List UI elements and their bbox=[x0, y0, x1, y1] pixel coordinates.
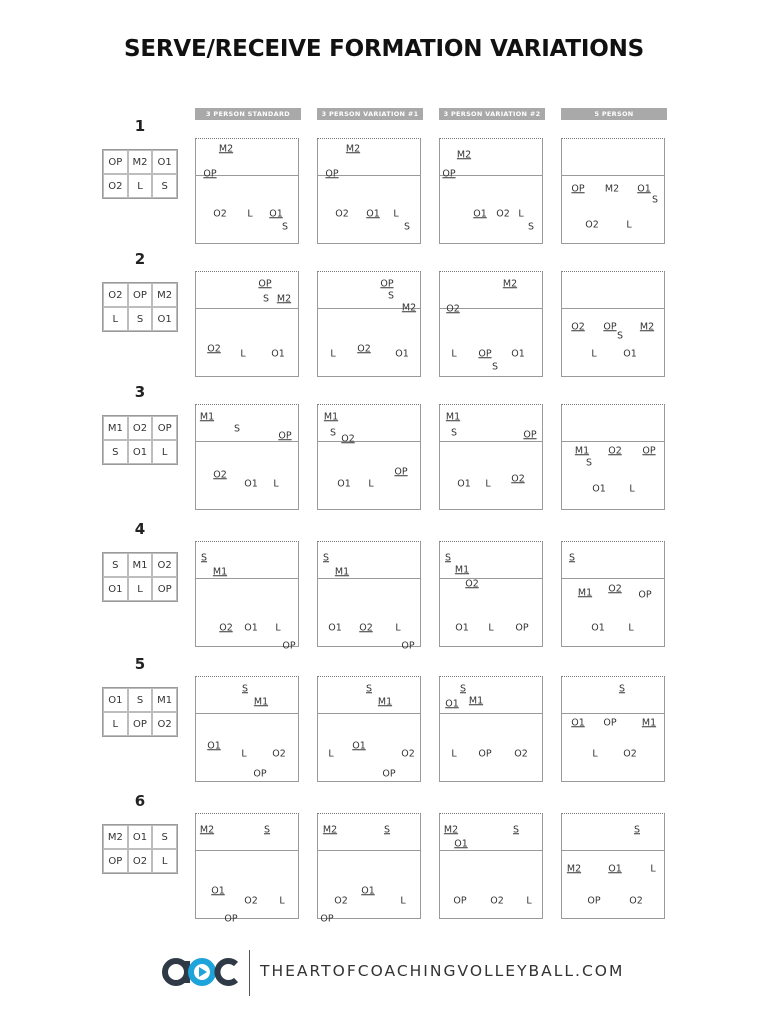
court-diagram bbox=[439, 541, 543, 647]
player-label: O2 bbox=[465, 578, 479, 590]
rotation-grid-cell: S bbox=[103, 440, 128, 464]
player-label: M1 bbox=[445, 411, 461, 423]
player-label: L bbox=[592, 748, 598, 760]
player-label: O2 bbox=[357, 343, 371, 355]
player-label: M1 bbox=[577, 587, 593, 599]
player-label: O2 bbox=[571, 321, 585, 333]
rotation-grid-cell: M1 bbox=[128, 553, 153, 577]
player-label: L bbox=[240, 348, 246, 360]
player-label: OP bbox=[325, 168, 339, 180]
rotation-grid-cell: L bbox=[103, 307, 128, 331]
column-header-3-person-standard: 3 PERSON STANDARD bbox=[195, 108, 301, 120]
player-label: O1 bbox=[473, 208, 487, 220]
court-attack-line bbox=[196, 308, 298, 309]
player-label: O2 bbox=[514, 748, 528, 760]
rotation-grid-cell: OP bbox=[128, 283, 153, 307]
player-label: M2 bbox=[276, 293, 292, 305]
rotation-number: 6 bbox=[134, 792, 146, 810]
rotation-grid-cell: L bbox=[152, 440, 177, 464]
rotation-grid-cell: O2 bbox=[128, 849, 153, 873]
player-label: OP bbox=[253, 768, 267, 780]
rotation-grid-cell: O1 bbox=[103, 688, 128, 712]
player-label: O1 bbox=[366, 208, 380, 220]
player-label: S bbox=[383, 824, 391, 836]
player-label: S bbox=[233, 423, 241, 435]
player-label: S bbox=[322, 552, 330, 564]
player-label: L bbox=[241, 748, 247, 760]
player-label: O1 bbox=[591, 622, 605, 634]
player-label: M1 bbox=[212, 566, 228, 578]
rotation-grid-cell: L bbox=[128, 174, 153, 198]
footer-site-url: THEARTOFCOACHINGVOLLEYBALL.COM bbox=[260, 962, 625, 980]
court-attack-line bbox=[562, 578, 664, 579]
player-label: O2 bbox=[623, 748, 637, 760]
court-attack-line bbox=[440, 850, 542, 851]
player-label: S bbox=[444, 552, 452, 564]
column-header-3-person-variation-1: 3 PERSON VARIATION #1 bbox=[317, 108, 423, 120]
player-label: OP bbox=[571, 183, 585, 195]
rotation-grid-cell: O2 bbox=[128, 416, 153, 440]
player-label: OP bbox=[603, 717, 617, 729]
rotation-number: 5 bbox=[134, 655, 146, 673]
court-diagram bbox=[317, 271, 421, 377]
court-attack-line bbox=[318, 713, 420, 714]
player-label: M2 bbox=[566, 863, 582, 875]
player-label: L bbox=[247, 208, 253, 220]
court-diagram bbox=[439, 138, 543, 244]
player-label: S bbox=[281, 221, 289, 233]
player-label: L bbox=[328, 748, 334, 760]
rotation-grid bbox=[102, 552, 178, 602]
player-label: O2 bbox=[219, 622, 233, 634]
player-label: O1 bbox=[454, 838, 468, 850]
rotation-grid-cell: S bbox=[152, 825, 177, 849]
player-label: OP bbox=[382, 768, 396, 780]
rotation-grid-cell: OP bbox=[128, 712, 153, 736]
court-attack-line bbox=[440, 713, 542, 714]
rotation-grid-cell: O2 bbox=[152, 712, 177, 736]
player-label: M1 bbox=[641, 717, 657, 729]
court-diagram bbox=[439, 676, 543, 782]
rotation-number: 2 bbox=[134, 250, 146, 268]
player-label: S bbox=[633, 824, 641, 836]
rotation-grid bbox=[102, 824, 178, 874]
player-label: M2 bbox=[502, 278, 518, 290]
player-label: S bbox=[262, 293, 270, 305]
court-diagram bbox=[317, 813, 421, 925]
player-label: S bbox=[585, 457, 593, 469]
player-label: L bbox=[400, 895, 406, 907]
player-label: OP bbox=[258, 278, 272, 290]
player-label: M2 bbox=[218, 143, 234, 155]
player-label: OP bbox=[401, 640, 415, 652]
rotation-grid-cell: O2 bbox=[103, 283, 128, 307]
rotation-grid-cell: O1 bbox=[128, 825, 153, 849]
player-label: O2 bbox=[213, 469, 227, 481]
player-label: L bbox=[275, 622, 281, 634]
court-diagram bbox=[317, 541, 421, 652]
player-label: S bbox=[329, 427, 337, 439]
rotation-number: 4 bbox=[134, 520, 146, 538]
court-diagram bbox=[561, 676, 665, 782]
player-label: O2 bbox=[511, 473, 525, 485]
player-label: S bbox=[568, 552, 576, 564]
player-label: OP bbox=[587, 895, 601, 907]
page-title: SERVE/RECEIVE FORMATION VARIATIONS bbox=[123, 36, 645, 62]
player-label: OP bbox=[442, 168, 456, 180]
player-label: M2 bbox=[345, 143, 361, 155]
rotation-grid-cell: M1 bbox=[152, 688, 177, 712]
court-attack-line bbox=[318, 578, 420, 579]
player-label: M1 bbox=[574, 445, 590, 457]
player-label: L bbox=[591, 348, 597, 360]
player-label: O2 bbox=[213, 208, 227, 220]
player-label: M2 bbox=[401, 302, 417, 314]
court-attack-line bbox=[440, 441, 542, 442]
player-label: L bbox=[279, 895, 285, 907]
player-label: O2 bbox=[585, 219, 599, 231]
court-diagram bbox=[195, 138, 299, 244]
rotation-grid-cell: L bbox=[103, 712, 128, 736]
player-label: S bbox=[527, 221, 535, 233]
player-label: O2 bbox=[335, 208, 349, 220]
player-label: O2 bbox=[490, 895, 504, 907]
player-label: O1 bbox=[395, 348, 409, 360]
player-label: O1 bbox=[511, 348, 525, 360]
player-label: L bbox=[368, 478, 374, 490]
player-label: OP bbox=[394, 466, 408, 478]
court-diagram bbox=[317, 404, 421, 510]
player-label: M1 bbox=[468, 695, 484, 707]
court-diagram bbox=[439, 271, 543, 377]
court-attack-line bbox=[196, 713, 298, 714]
player-label: L bbox=[488, 622, 494, 634]
court-diagram bbox=[317, 138, 421, 244]
player-label: OP bbox=[282, 640, 296, 652]
player-label: O1 bbox=[271, 348, 285, 360]
rotation-number: 3 bbox=[134, 383, 146, 401]
player-label: S bbox=[491, 361, 499, 373]
court-diagram bbox=[561, 404, 665, 510]
rotation-grid-cell: M2 bbox=[103, 825, 128, 849]
rotation-grid-cell: O1 bbox=[152, 307, 177, 331]
rotation-grid bbox=[102, 149, 178, 199]
player-label: S bbox=[618, 683, 626, 695]
player-label: O2 bbox=[608, 583, 622, 595]
player-label: O2 bbox=[608, 445, 622, 457]
player-label: L bbox=[393, 208, 399, 220]
player-label: S bbox=[200, 552, 208, 564]
court-diagram bbox=[561, 813, 665, 919]
player-label: O1 bbox=[211, 885, 225, 897]
court-diagram bbox=[195, 676, 299, 782]
court-diagram bbox=[561, 271, 665, 377]
column-header-3-person-variation-2: 3 PERSON VARIATION #2 bbox=[439, 108, 545, 120]
player-label: S bbox=[241, 683, 249, 695]
player-label: OP bbox=[603, 321, 617, 333]
player-label: OP bbox=[523, 429, 537, 441]
player-label: M2 bbox=[443, 824, 459, 836]
rotation-grid bbox=[102, 687, 178, 737]
player-label: O2 bbox=[446, 303, 460, 315]
player-label: L bbox=[485, 478, 491, 490]
court-attack-line bbox=[562, 850, 664, 851]
player-label: S bbox=[651, 194, 659, 206]
player-label: O1 bbox=[592, 483, 606, 495]
rotation-grid-cell: OP bbox=[103, 849, 128, 873]
player-label: M1 bbox=[323, 411, 339, 423]
player-label: O2 bbox=[401, 748, 415, 760]
player-label: L bbox=[395, 622, 401, 634]
rotation-grid-cell: M2 bbox=[152, 283, 177, 307]
rotation-grid-cell: S bbox=[128, 307, 153, 331]
player-label: OP bbox=[478, 748, 492, 760]
player-label: L bbox=[451, 748, 457, 760]
rotation-grid-cell: O1 bbox=[103, 577, 128, 601]
rotation-grid-cell: S bbox=[128, 688, 153, 712]
court-attack-line bbox=[196, 850, 298, 851]
player-label: OP bbox=[278, 430, 292, 442]
player-label: OP bbox=[320, 913, 334, 925]
rotation-grid-cell: O1 bbox=[152, 150, 177, 174]
player-label: O1 bbox=[244, 478, 258, 490]
court-attack-line bbox=[562, 175, 664, 176]
rotation-grid bbox=[102, 282, 178, 332]
rotation-grid-cell: OP bbox=[103, 150, 128, 174]
player-label: OP bbox=[453, 895, 467, 907]
court-diagram bbox=[561, 138, 665, 244]
court-attack-line bbox=[196, 578, 298, 579]
rotation-grid-cell: M2 bbox=[128, 150, 153, 174]
rotation-grid-cell: S bbox=[103, 553, 128, 577]
rotation-grid bbox=[102, 415, 178, 465]
court-diagram bbox=[195, 404, 299, 510]
court-attack-line bbox=[318, 441, 420, 442]
player-label: O1 bbox=[571, 717, 585, 729]
player-label: O1 bbox=[244, 622, 258, 634]
court-diagram bbox=[439, 813, 543, 919]
player-label: M2 bbox=[199, 824, 215, 836]
player-label: L bbox=[629, 483, 635, 495]
player-label: M1 bbox=[454, 564, 470, 576]
player-label: O2 bbox=[341, 433, 355, 445]
player-label: OP bbox=[224, 913, 238, 925]
court-diagram bbox=[317, 676, 421, 782]
court-attack-line bbox=[562, 308, 664, 309]
court-attack-line bbox=[318, 850, 420, 851]
player-label: L bbox=[518, 208, 524, 220]
aoc-logo-icon bbox=[162, 952, 242, 992]
player-label: L bbox=[273, 478, 279, 490]
court-attack-line bbox=[440, 578, 542, 579]
player-label: O1 bbox=[207, 740, 221, 752]
rotation-grid-cell: O2 bbox=[152, 553, 177, 577]
rotation-grid-cell: L bbox=[128, 577, 153, 601]
player-label: S bbox=[512, 824, 520, 836]
player-label: M1 bbox=[334, 566, 350, 578]
player-label: S bbox=[387, 290, 395, 302]
player-label: O1 bbox=[361, 885, 375, 897]
court-attack-line bbox=[562, 713, 664, 714]
rotation-grid-cell: M1 bbox=[103, 416, 128, 440]
player-label: M1 bbox=[253, 696, 269, 708]
rotation-grid-cell: O1 bbox=[128, 440, 153, 464]
player-label: O2 bbox=[359, 622, 373, 634]
player-label: S bbox=[263, 824, 271, 836]
court-attack-line bbox=[562, 441, 664, 442]
court-diagram bbox=[439, 404, 543, 510]
court-diagram bbox=[195, 271, 299, 377]
player-label: S bbox=[365, 683, 373, 695]
player-label: L bbox=[628, 622, 634, 634]
player-label: O1 bbox=[352, 740, 366, 752]
player-label: S bbox=[459, 683, 467, 695]
player-label: O1 bbox=[337, 478, 351, 490]
court-diagram bbox=[561, 541, 665, 647]
player-label: OP bbox=[515, 622, 529, 634]
player-label: M2 bbox=[604, 183, 620, 195]
player-label: OP bbox=[478, 348, 492, 360]
player-label: O1 bbox=[445, 698, 459, 710]
player-label: O2 bbox=[496, 208, 510, 220]
rotation-grid-cell: L bbox=[152, 849, 177, 873]
player-label: OP bbox=[203, 168, 217, 180]
player-label: O1 bbox=[608, 863, 622, 875]
player-label: OP bbox=[380, 278, 394, 290]
player-label: O1 bbox=[269, 208, 283, 220]
player-label: L bbox=[330, 348, 336, 360]
rotation-grid-cell: S bbox=[152, 174, 177, 198]
footer-divider bbox=[249, 950, 250, 996]
player-label: O2 bbox=[629, 895, 643, 907]
player-label: S bbox=[403, 221, 411, 233]
rotation-grid-cell: OP bbox=[152, 416, 177, 440]
player-label: O2 bbox=[272, 748, 286, 760]
rotation-number: 1 bbox=[134, 117, 146, 135]
rotation-grid-cell: OP bbox=[152, 577, 177, 601]
court-diagram bbox=[195, 813, 299, 925]
player-label: M1 bbox=[377, 696, 393, 708]
player-label: O1 bbox=[455, 622, 469, 634]
player-label: O2 bbox=[207, 343, 221, 355]
rotation-grid-cell: O2 bbox=[103, 174, 128, 198]
player-label: L bbox=[451, 348, 457, 360]
player-label: OP bbox=[638, 589, 652, 601]
player-label: L bbox=[626, 219, 632, 231]
player-label: M1 bbox=[199, 411, 215, 423]
player-label: O1 bbox=[328, 622, 342, 634]
player-label: M2 bbox=[639, 321, 655, 333]
player-label: O1 bbox=[623, 348, 637, 360]
column-header-5-person: 5 PERSON bbox=[561, 108, 667, 120]
player-label: OP bbox=[642, 445, 656, 457]
player-label: O1 bbox=[637, 183, 651, 195]
player-label: L bbox=[650, 863, 656, 875]
player-label: O2 bbox=[244, 895, 258, 907]
player-label: L bbox=[526, 895, 532, 907]
player-label: M2 bbox=[322, 824, 338, 836]
player-label: O1 bbox=[457, 478, 471, 490]
player-label: S bbox=[616, 330, 624, 342]
player-label: O2 bbox=[334, 895, 348, 907]
court-diagram bbox=[195, 541, 299, 652]
player-label: M2 bbox=[456, 149, 472, 161]
player-label: S bbox=[450, 427, 458, 439]
